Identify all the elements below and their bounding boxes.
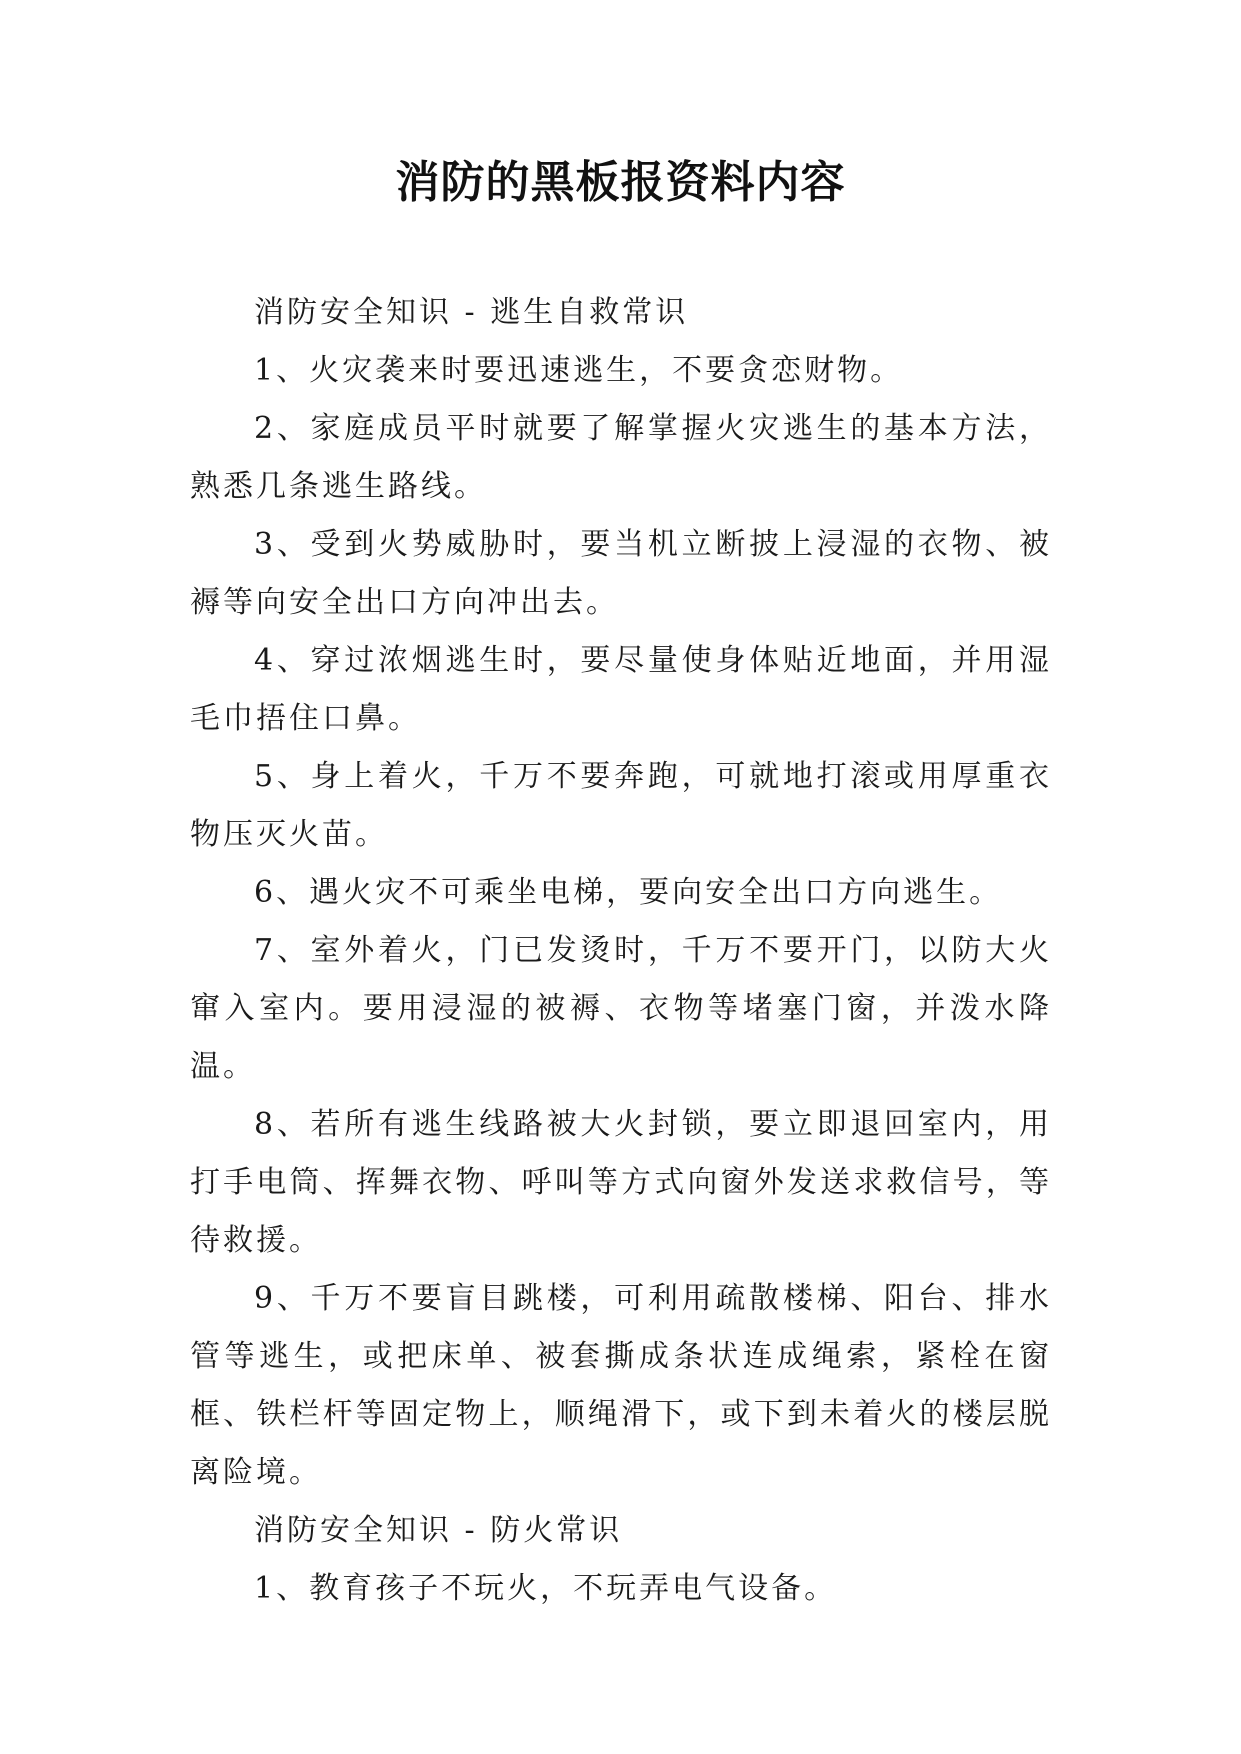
paragraph-item: 9、千万不要盲目跳楼，可利用疏散楼梯、阳台、排水管等逃生，或把床单、被套撕成条状连成绳索，紧栓在窗框、铁栏杆等固定物上，顺绳滑下，或下到未着火的楼层脱离险境。 xyxy=(190,1281,1052,1490)
paragraph-item: 6、遇火灾不可乘坐电梯，要向安全出口方向逃生。 xyxy=(254,875,1003,910)
document-title: 消防的黑板报资料内容 xyxy=(395,157,846,208)
document-body xyxy=(190,284,1052,1618)
paragraph-item: 7、室外着火，门已发烫时，千万不要开门，以防大火窜入室内。要用浸湿的被褥、衣物等堵塞门窗，并泼水降温。 xyxy=(190,933,1052,1084)
paragraph-item: 8、若所有逃生线路被大火封锁，要立即退回室内，用打手电筒、挥舞衣物、呼叫等方式向窗外发送求救信号，等待救援。 xyxy=(190,1107,1052,1258)
section-heading-prevention: 消防安全知识 - 防火常识 xyxy=(254,1513,623,1548)
paragraph-item: 4、穿过浓烟逃生时，要尽量使身体贴近地面，并用湿毛巾捂住口鼻。 xyxy=(190,643,1052,736)
paragraph-item: 3、受到火势威胁时，要当机立断披上浸湿的衣物、被褥等向安全出口方向冲出去。 xyxy=(190,527,1052,620)
paragraph-item: 5、身上着火，千万不要奔跑，可就地打滚或用厚重衣物压灭火苗。 xyxy=(190,759,1052,852)
section-heading-escape: 消防安全知识 - 逃生自救常识 xyxy=(254,295,689,330)
paragraph-item: 1、教育孩子不玩火，不玩弄电气设备。 xyxy=(254,1571,838,1606)
paragraph-item: 2、家庭成员平时就要了解掌握火灾逃生的基本方法，熟悉几条逃生路线。 xyxy=(190,411,1052,504)
paragraph-item: 1、火灾袭来时要迅速逃生，不要贪恋财物。 xyxy=(254,353,904,388)
